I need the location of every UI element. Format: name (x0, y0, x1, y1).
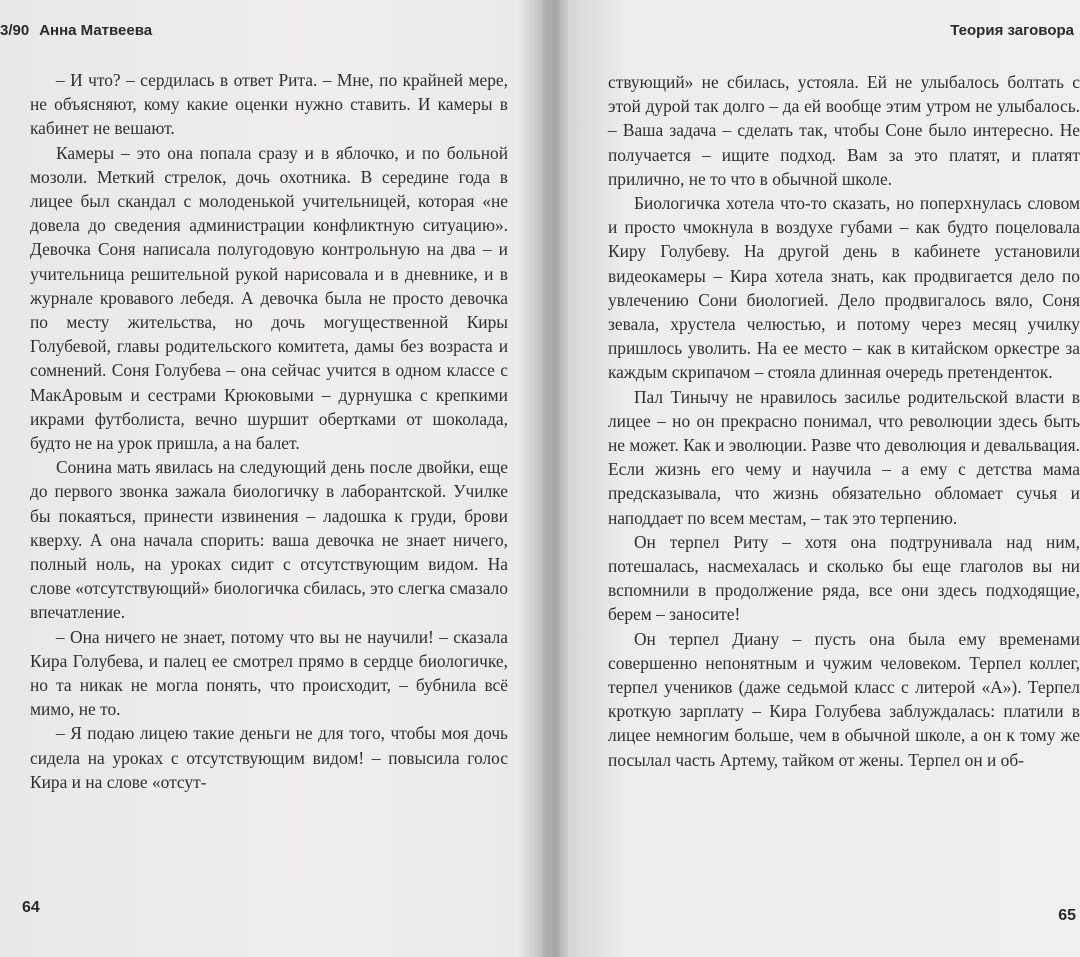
paragraph: – И что? – сердилась в ответ Рита. – Мне, по крайней мере, не объясняют, кому какие оценки нужно ставить. И камеры в кабинет не вешают. (30, 70, 508, 139)
header-title: Теория заговора (950, 22, 1074, 39)
paragraph: Биологичка хотела что-то сказать, но поперхнулась словом и просто чмокнула в воздухе губами – как будто поцеловала Киру Голубеву. На другой день в кабинете установили видеокамеры – Кира хотела знать, как продвигается дело по увлечению Сони биологией. Дело продвигалось вяло, Соня зевала, хрустела челюстью, и потому через месяц училку пришлось уволить. На ее место – как в китайском оркестре за каждым скрипачом – стояла длинная очередь претенденток. (608, 193, 1080, 383)
right-running-head (950, 22, 1074, 39)
page-number: 64 (22, 899, 40, 916)
paragraph: Он терпел Риту – хотя она подтрунивала над ним, потешалась, насмехалась и сколько бы еще глаголов вы ни вспомнили в продолжение ряда, все они здесь подходящие, берем – заносите! (608, 531, 1080, 625)
paragraph: – Она ничего не знает, потому что вы не научили! – сказала Кира Голубева, и палец ее смотрел прямо в сердце биологичке, но та никак не могла понять, что происходит, – бубнила всё мимо, не то. (30, 626, 508, 720)
header-folio: 3/90 (0, 22, 30, 39)
header-author: Анна Матвеева (39, 22, 153, 39)
paragraph: Камеры – это она попала сразу и в яблочко, и по больной мозоли. Меткий стрелок, дочь охотника. В середине года в лицее был скандал с молоденькой учительницей, которая «не довела до сведения администрации конфликтную ситуацию». Девочка Соня написала полугодовую контрольную на два – и учительница решительной рукой нарисовала и в дневнике, и в журнале кровавого лебедя. А девочка была не просто девочка по месту жительства, но дочь могущественной Киры Голубевой, главы родительского комитета, дамы без возраста и сомнений. Соня Голубева – она сейчас учится в одном классе с МакАровым и сестрами Крюковыми – дурнушка с крепкими икрами футболиста, вечно шуршит обертками от шоколада, будто не на урок пришла, а на балет. (30, 142, 508, 454)
paragraph: ствующий» не сбилась, устояла. Ей не улыбалось болтать с этой дурой так долго – да ей вообще этим утром не улыбалось. – Ваша задача – сделать так, чтобы Соне было интересно. Не получается – ищите подход. Вам за это платят, и платят прилично, не то что в обычной школе. (608, 72, 1080, 189)
page-number: 65 (1058, 907, 1076, 924)
right-page-text (608, 70, 1080, 772)
paragraph: Он терпел Диану – пусть она была ему временами совершенно непонятным и чужим человеком. Терпел коллег, терпел учеников (даже седьмой класс с литерой «А»). Терпел кроткую зарплату – Кира Голубева заблуждалась: платили в лицее немногим больше, чем в обычной школе, а он к тому же посылал часть Артему, тайком от жены. Терпел он и об- (608, 628, 1080, 770)
paragraph: Сонина мать явилась на следующий день после двойки, еще до первого звонка зажала биологичку в лаборантской. Училке бы покаяться, принести извинения – ладошка к груди, брови кверху. А она начала спорить: ваша девочка не знает ничего, полный ноль, на уроках сидит с отсутствующим видом. На слове «отсутствующий» биологичка сбилась, это слегка смазало впечатление. (30, 457, 508, 623)
left-page-text (30, 68, 508, 794)
right-page (575, 0, 1080, 957)
paragraph: Пал Тинычу не нравилось засилье родительской власти в лицее – но он прекрасно понимал, что революции здесь быть не может. Как и эволюции. Разве что деволюция и девальвация. Если жизнь его чему и научила – а ему с детства мама предсказывала, что жизнь обязательно обломает сучья и наподдает по всем местам, – так это терпению. (608, 386, 1080, 528)
left-running-head (0, 22, 152, 39)
paragraph: – Я подаю лицею такие деньги не для того, чтобы моя дочь сидела на уроках с отсутствующим видом! – повысила голос Кира и на слове «отсут- (30, 723, 508, 792)
